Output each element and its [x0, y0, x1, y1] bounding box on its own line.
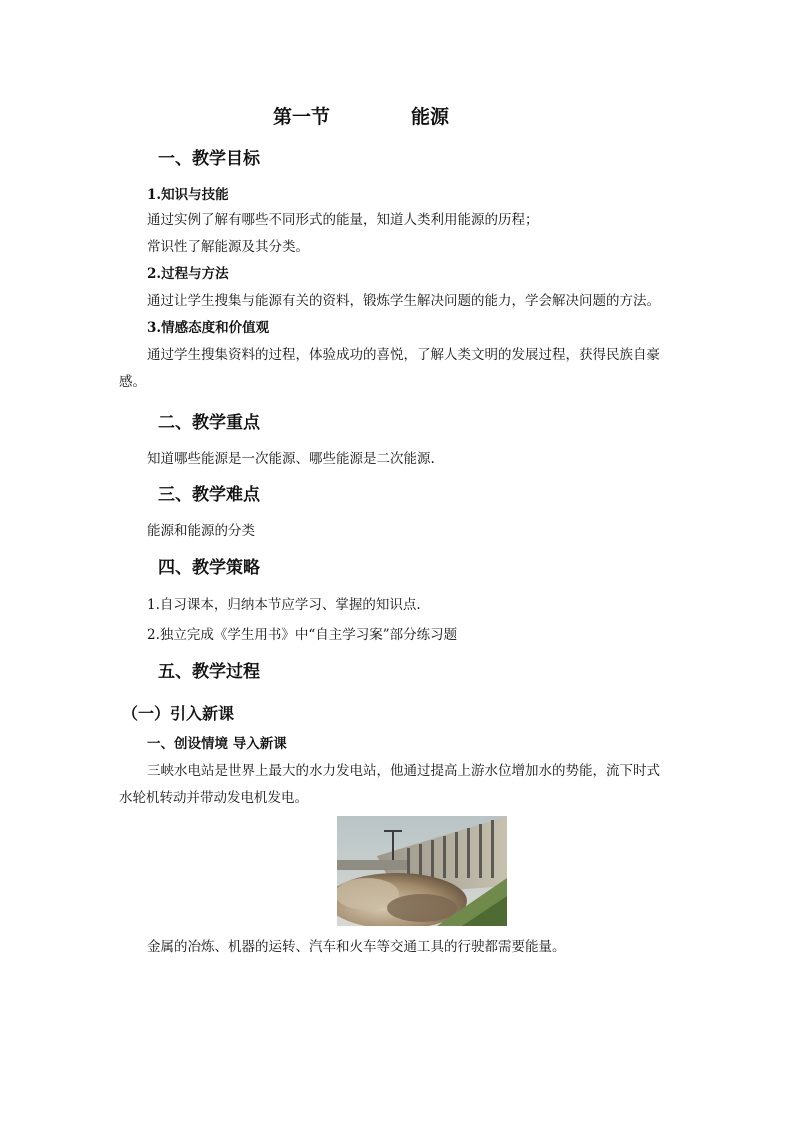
intro-heading: （一）引入新课 [122, 704, 235, 723]
after-photo-line-1: 金属的冶炼、机器的运转、汽车和火车等交通工具的行驶都需要能量。 [147, 939, 566, 955]
emotion-line-1: 通过学生搜集资料的过程，体验成功的喜悦，了解人类文明的发展过程，获得民族自豪 [147, 347, 660, 363]
teaching-process-heading: 五、教学过程 [158, 662, 260, 682]
key-points-heading: 二、教学重点 [158, 413, 260, 433]
process-line-1: 通过让学生搜集与能源有关的资料，锻炼学生解决问题的能力，学会解决问题的方法。 [147, 293, 660, 309]
strategy-line-2: 2.独立完成《学生用书》中“自主学习案”部分练习题 [147, 627, 458, 643]
title-part2: 能源 [411, 106, 450, 128]
title-part1: 第一节 [273, 106, 331, 128]
knowledge-heading: 1.知识与技能 [147, 187, 229, 203]
goals-heading: 一、教学目标 [158, 149, 260, 169]
knowledge-line-2: 常识性了解能源及其分类。 [147, 239, 309, 255]
strategy-line-1: 1.自习课本，归纳本节应学习、掌握的知识点. [147, 597, 421, 613]
scene-heading: 一、创设情境 导入新课 [147, 736, 287, 752]
scene-line-1: 三峡水电站是世界上最大的水力发电站，他通过提高上游水位增加水的势能，流下时式 [147, 763, 660, 779]
difficult-points-line-1: 能源和能源的分类 [147, 523, 255, 539]
knowledge-line-1: 通过实例了解有哪些不同形式的能量，知道人类利用能源的历程； [147, 212, 539, 228]
three-gorges-dam-photo [337, 816, 507, 926]
scene-line-2: 水轮机转动并带动发电机发电。 [119, 790, 308, 806]
difficult-points-heading: 三、教学难点 [158, 485, 260, 505]
emotion-heading: 3.情感态度和价值观 [147, 320, 270, 336]
emotion-line-2: 感。 [119, 374, 146, 390]
key-points-line-1: 知道哪些能源是一次能源、哪些能源是二次能源. [147, 451, 435, 467]
strategy-heading: 四、教学策略 [158, 558, 260, 578]
process-heading: 2.过程与方法 [147, 266, 229, 282]
